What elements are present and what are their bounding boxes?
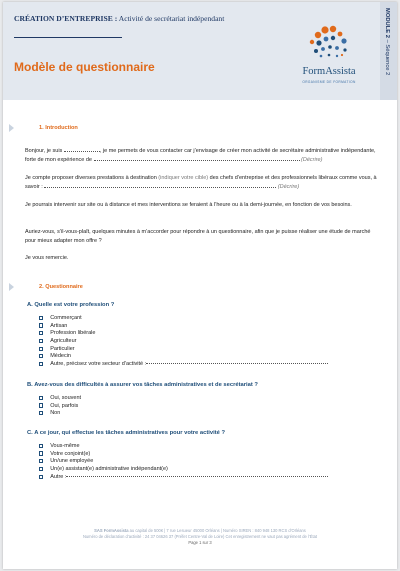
checkbox[interactable] <box>39 411 43 415</box>
option-autre[interactable]: Autre : <box>39 473 328 481</box>
checkbox[interactable] <box>39 475 43 479</box>
option-vous-meme[interactable]: Vous-même <box>39 442 328 450</box>
logo-tagline: ORGANISME DE FORMATION <box>302 80 356 84</box>
title-underline <box>14 37 122 38</box>
intro-paragraph-5: Je vous remercie. <box>25 255 69 261</box>
intro-paragraph-2: Je compte proposer diverses prestations à destination (indiquer votre cible) des chefs d’entreprise et des professionnels libéraux comme vous, à savoir : (Décrire) <box>25 175 377 190</box>
checkbox[interactable] <box>39 339 43 343</box>
document-page <box>3 2 397 569</box>
checkbox[interactable] <box>39 459 43 463</box>
section-title-introduction: 1. Introduction <box>39 125 78 131</box>
footer-legal-line-2: Numéro de déclaration d’activité : 24 37 04626 37 (Préfet Centre-Val de Loire) Cet enregistrement ne vaut pas agrément de l’État <box>82 534 318 539</box>
intro-paragraph-3: Je pourrais intervenir sur site ou à distance et mes interventions se feraient à l’heure ou à la demi-journée, en fonction de vos besoins. <box>25 202 352 208</box>
option-employee[interactable]: Un/une employée <box>39 457 328 465</box>
checkbox[interactable] <box>39 331 43 335</box>
option-artisan[interactable]: Artisan <box>39 322 328 330</box>
option-non[interactable]: Non <box>39 409 81 417</box>
checkbox[interactable] <box>39 316 43 320</box>
checkbox[interactable] <box>39 444 43 448</box>
logo-dots-icon <box>289 24 369 64</box>
page-footer <box>3 528 397 546</box>
checkbox[interactable] <box>39 323 43 327</box>
module-label: MODULE 2 – Séquence 2 <box>384 8 390 76</box>
question-a-options <box>39 314 328 368</box>
section-marker-icon <box>9 124 14 132</box>
intro-paragraph-1: Bonjour, je suis , je me permets de vous contacter car j’envisage de créer mon activité de secrétaire administrative indépendante, forte de mon expérience de (Décrire) <box>25 148 376 163</box>
formassista-logo <box>289 24 369 90</box>
checkbox[interactable] <box>39 396 43 400</box>
autre-secteur-field[interactable] <box>146 363 328 364</box>
question-c-title: C. A ce jour, qui effectue les tâches administratives pour votre activité ? <box>27 430 226 436</box>
document-title: CRÉATION D’ENTREPRISE : Activité de secrétariat indépendant <box>14 14 225 23</box>
logo-name: FormAssista <box>302 66 356 77</box>
checkbox[interactable] <box>39 451 43 455</box>
option-particulier[interactable]: Particulier <box>39 345 328 353</box>
option-autre-secteur[interactable]: Autre, précisez votre secteur d’activité : <box>39 360 328 368</box>
checkbox[interactable] <box>39 403 43 407</box>
option-oui-souvent[interactable]: Oui, souvent <box>39 394 81 402</box>
checkbox[interactable] <box>39 354 43 358</box>
checkbox[interactable] <box>39 347 43 351</box>
footer-legal-line-1: SAS FormAssista au capital de 500€ | 7 rue Lesueur 45000 Orléans | Numéro SIREN : 840 948 130 RCS d’Orléans <box>94 528 306 533</box>
autre-field[interactable] <box>66 476 328 477</box>
question-b-options <box>39 394 81 417</box>
section-marker-icon <box>9 283 14 291</box>
section-title-questionnaire: 2. Questionnaire <box>39 284 83 290</box>
question-c-options <box>39 442 328 480</box>
checkbox[interactable] <box>39 467 43 471</box>
option-conjoint[interactable]: Votre conjoint(e) <box>39 450 328 458</box>
question-a-title: A. Quelle est votre profession ? <box>27 302 115 308</box>
option-profession-liberale[interactable]: Profession libérale <box>39 329 328 337</box>
intro-paragraph-4: Auriez-vous, s’il-vous-plaît, quelques minutes à m’accorder pour répondre à un questionnaire, afin que je puisse réaliser une étude de marché pour mieux adapter mon offre ? <box>25 229 371 244</box>
question-b-title: B. Avez-vous des difficultés à assurer vos tâches administratives et de secrétariat ? <box>27 382 258 388</box>
option-agriculteur[interactable]: Agriculteur <box>39 337 328 345</box>
option-medecin[interactable]: Médecin <box>39 352 328 360</box>
checkbox[interactable] <box>39 362 43 366</box>
option-oui-parfois[interactable]: Oui, parfois <box>39 402 81 410</box>
page-header <box>3 2 397 100</box>
page-number: Page 1 sur 3 <box>188 540 212 545</box>
option-commercant[interactable]: Commerçant <box>39 314 328 322</box>
option-assistant-independant[interactable]: Un(e) assistant(e) administrative indépendant(e) <box>39 465 328 473</box>
page-title: Modèle de questionnaire <box>14 60 155 74</box>
